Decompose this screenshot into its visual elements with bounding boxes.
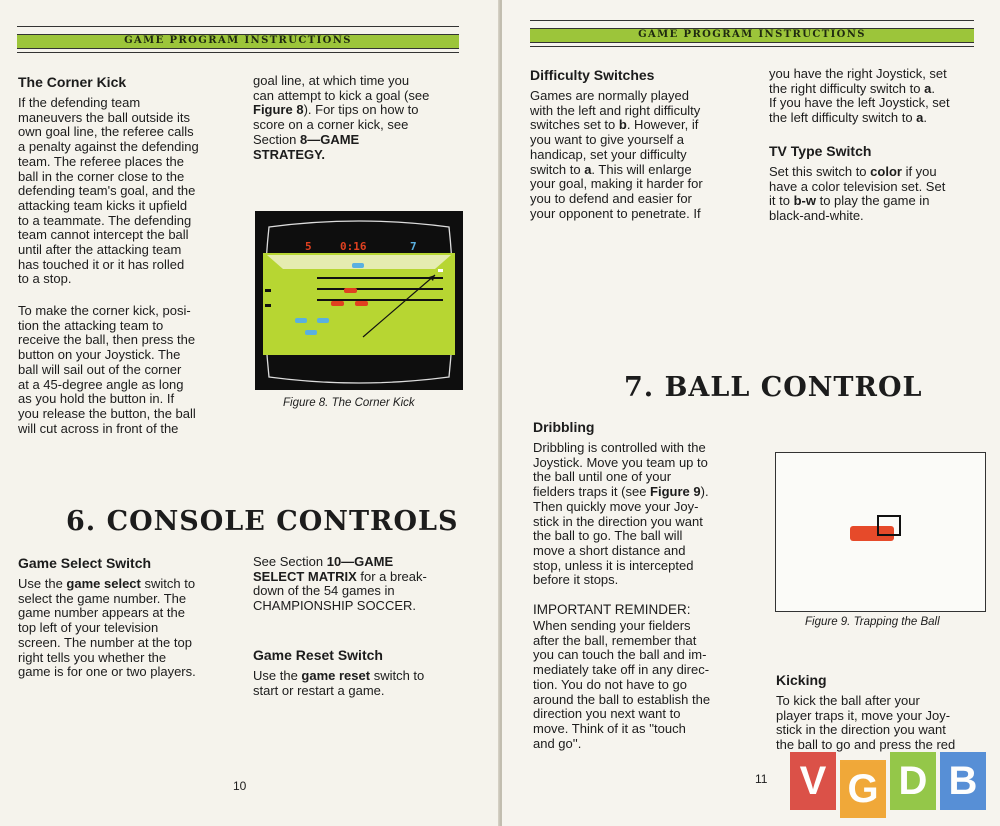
trapping-ball-graphic — [776, 453, 985, 611]
difficulty-heading: Difficulty Switches — [530, 67, 655, 83]
score-left: 5 — [305, 240, 312, 253]
game-select-heading: Game Select Switch — [18, 555, 152, 571]
see-section-10-paragraph: See Section 10—GAME SELECT MATRIX for a break- down of the 54 games in CHAMPIONSHIP SOCCER. — [253, 554, 427, 614]
section-6-title: 6. CONSOLE CONTROLS — [66, 506, 459, 537]
header-title: GAME PROGRAM INSTRUCTIONS — [124, 35, 352, 46]
page-number-left: 10 — [233, 779, 247, 793]
game-clock: 0:16 — [340, 240, 367, 253]
difficulty-paragraph: Games are normally played with the left and right difficulty switches set to b. However, if you want to give yourself a handicap, set your difficulty switch to a. This will enlarge your goal, making it harder for you to defend and easier for your opponent to penetrate. If — [530, 88, 703, 221]
tv-type-heading: TV Type Switch — [769, 143, 872, 159]
difficulty-paragraph-continued: you have the right Joystick, set the right difficulty switch to a. If you have the left Joystick, set the left difficulty switch to a. — [769, 66, 950, 126]
figure-9-diagram — [775, 452, 986, 612]
dribbling-paragraph: Dribbling is controlled with the Joystick. Move you team up to the ball until one of your fielders traps it (see Figure 9). Then quickly move your Joy- stick in the direction you want the ball to go. The ball will move a short distance and stop, unless it is intercepted before it stops. — [533, 440, 709, 588]
section-10-reference[interactable]: 10—GAME SELECT MATRIX — [253, 554, 394, 584]
watermark-letter: G — [840, 760, 886, 818]
right-page-header — [530, 20, 974, 50]
kicking-heading: Kicking — [776, 672, 827, 688]
score-right: 7 — [410, 240, 417, 253]
watermark-letter: V — [790, 752, 836, 810]
watermark-letter: D — [890, 752, 936, 810]
game-screen-graphic — [255, 211, 463, 390]
figure-8-reference[interactable]: Figure 8 — [253, 102, 304, 118]
game-reset-heading: Game Reset Switch — [253, 647, 383, 663]
game-reset-paragraph: Use the game reset switch to start or restart a game. — [253, 668, 425, 698]
section-7-title: 7. BALL CONTROL — [624, 372, 923, 403]
figure-8-screenshot — [255, 211, 463, 390]
game-select-paragraph: Use the game select switch to select the game number. The game number appears at the top left of your television screen. The number at the top right tells you whether the game is for one or two players. — [18, 576, 196, 680]
corner-kick-paragraph-2: To make the corner kick, posi- tion the attacking team to receive the ball, then press the button on your Joystick. The ball will sail out of the corner at a 45-degree angle as long as you hold the button in. If you release the button, the ball will cut across in front of the — [18, 303, 196, 436]
corner-kick-paragraph-3: goal line, at which time you can attempt to kick a goal (see Figure 8). For tips on how to score on a corner kick, see Section 8—GAME STRATEGY. — [253, 73, 430, 162]
tv-type-paragraph: Set this switch to color if you have a color television set. Set it to b-w to play the game in black-and-white. — [769, 164, 946, 224]
page-number-right: 11 — [755, 772, 768, 786]
figure-9-reference[interactable]: Figure 9 — [650, 484, 701, 500]
corner-kick-paragraph-1: If the defending team maneuvers the ball outside its own goal line, the referee calls a penalty against the defending team. The referee places the ball in the corner close to the defending team's goal, and the attacking team kicks it upfield to a teammate. The defending team cannot intercept the ball until after the attacking team has touched it or it has rolled to a stop. — [18, 95, 199, 287]
figure-9-caption: Figure 9. Trapping the Ball — [805, 616, 940, 628]
vgdb-watermark — [790, 752, 990, 818]
watermark-letter: B — [940, 752, 986, 810]
reminder-heading: IMPORTANT REMINDER: — [533, 602, 691, 617]
corner-kick-heading: The Corner Kick — [18, 74, 127, 90]
reminder-paragraph: When sending your fielders after the ball, remember that you can touch the ball and im- mediately take off in any direc- tion. You do not have to go around the ball to establish the direction you next want to move. Think of it as ''touch and go''. — [533, 618, 711, 751]
dribbling-heading: Dribbling — [533, 419, 595, 435]
figure-8-caption: Figure 8. The Corner Kick — [283, 397, 415, 409]
right-page — [502, 0, 1000, 826]
header-title-right: GAME PROGRAM INSTRUCTIONS — [638, 29, 866, 40]
left-page-header — [17, 26, 459, 56]
kicking-paragraph: To kick the ball after your player traps it, move your Joy- stick in the direction you want the ball to go and press the red — [776, 693, 956, 753]
section-8-reference[interactable]: 8—GAME STRATEGY. — [253, 131, 360, 162]
